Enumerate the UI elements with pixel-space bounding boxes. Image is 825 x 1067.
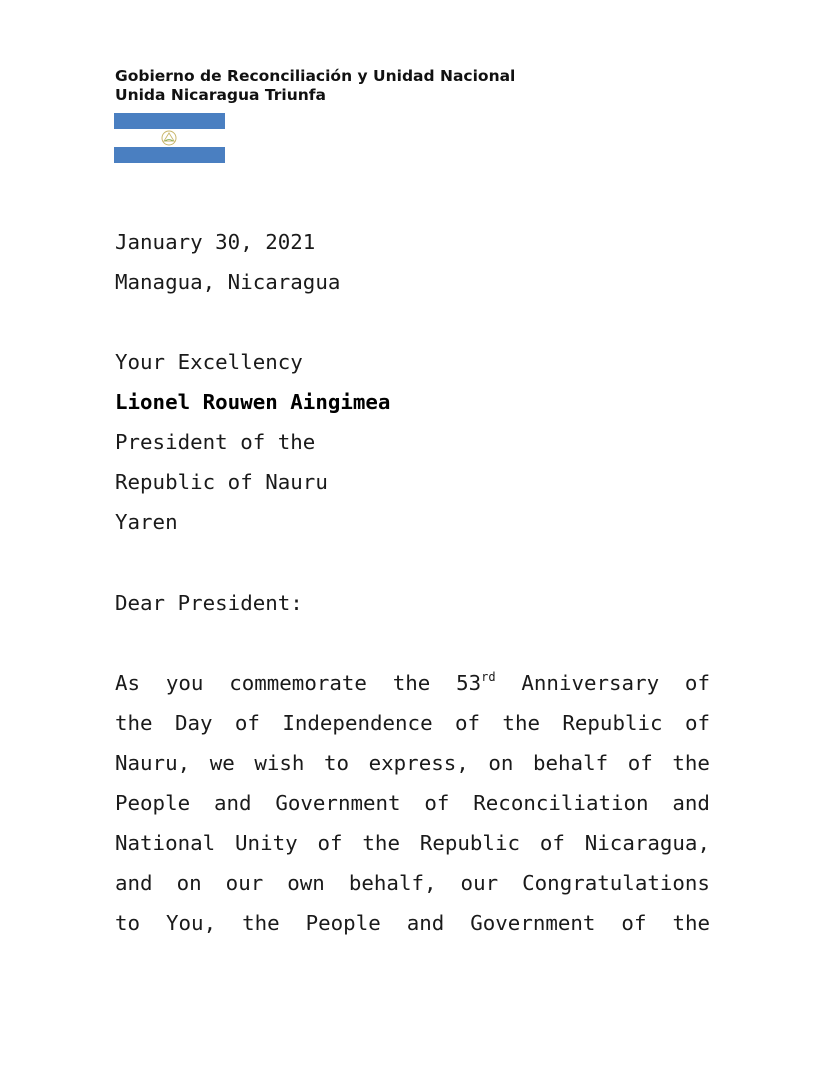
letter-greeting: Dear President:: [115, 591, 303, 615]
paragraph-line: [115, 663, 710, 703]
paragraph-word: As: [115, 671, 141, 695]
paragraph-word: Republic: [419, 831, 520, 855]
paragraph-word: the: [502, 711, 540, 735]
paragraph-word: Day: [174, 711, 213, 735]
paragraph-word: behalf,: [348, 871, 437, 895]
paragraph-word: Nauru,: [115, 751, 191, 775]
paragraph-word: and: [115, 871, 153, 895]
paragraph-word: Republic: [562, 711, 663, 735]
paragraph-word: the: [115, 711, 153, 735]
paragraph-word: Government: [470, 911, 596, 935]
paragraph-word: wish: [254, 751, 305, 775]
paragraph-word: the: [672, 751, 710, 775]
paragraph-word: commemorate: [229, 671, 367, 695]
letter-date: January 30, 2021: [115, 230, 316, 254]
recipient-position-line1: President of the: [115, 430, 316, 454]
paragraph-word: on: [176, 871, 202, 895]
recipient-city: Yaren: [115, 510, 178, 534]
paragraph-word: of: [234, 711, 260, 735]
paragraph-word: of: [684, 671, 710, 695]
paragraph-word: we: [209, 751, 235, 775]
paragraph-word: you: [165, 671, 204, 695]
recipient-salutation-title: Your Excellency: [115, 350, 303, 374]
coat-of-arms-icon: [160, 129, 178, 147]
recipient-block: [115, 342, 711, 542]
paragraph-word: People: [115, 791, 191, 815]
paragraph-word: Congratulations: [522, 871, 710, 895]
paragraph-word: of: [454, 711, 481, 735]
paragraph-word: You,: [166, 911, 217, 935]
paragraph-word: of: [317, 831, 343, 855]
paragraph-word: of: [621, 911, 647, 935]
paragraph-word: and: [406, 911, 445, 935]
paragraph-word: our: [460, 871, 499, 895]
paragraph-word: Government: [275, 791, 401, 815]
paragraph-word: the: [392, 671, 431, 695]
paragraph-line: [115, 703, 710, 743]
paragraph-word: and: [213, 791, 252, 815]
paragraph-word: Independence: [282, 711, 433, 735]
anniversary-number-value: 53: [456, 671, 482, 695]
anniversary-number: [456, 663, 496, 703]
greeting-block: [115, 583, 711, 623]
letterhead-slogan: Unida Nicaragua Triunfa: [115, 86, 327, 104]
paragraph-word: Anniversary: [521, 671, 660, 695]
paragraph-word: the: [362, 831, 400, 855]
paragraph-line: [115, 783, 710, 823]
letter-body-paragraph: [115, 663, 710, 943]
paragraph-word: People: [305, 911, 381, 935]
paragraph-word: on: [488, 751, 514, 775]
nicaragua-flag-icon: [114, 113, 225, 163]
letter-date-block: [115, 222, 711, 302]
paragraph-word: Unity: [235, 831, 298, 855]
flag-top-stripe: [114, 113, 225, 129]
paragraph-line: [115, 903, 710, 943]
letterhead: [115, 67, 515, 105]
paragraph-word: the: [672, 911, 710, 935]
recipient-position-line2: Republic of Nauru: [115, 470, 328, 494]
paragraph-word: and: [672, 791, 710, 815]
paragraph-word: our: [225, 871, 264, 895]
paragraph-line: [115, 863, 710, 903]
paragraph-word: National: [115, 831, 216, 855]
paragraph-word: of: [539, 831, 565, 855]
paragraph-line: [115, 743, 710, 783]
paragraph-word: to: [324, 751, 350, 775]
paragraph-word: express,: [368, 751, 469, 775]
paragraph-word: of: [627, 751, 653, 775]
paragraph-word: Reconciliation: [473, 791, 649, 815]
paragraph-word: Nicaragua,: [584, 831, 710, 855]
paragraph-line: [115, 823, 710, 863]
letter-place: Managua, Nicaragua: [115, 270, 341, 294]
recipient-name: Lionel Rouwen Aingimea: [115, 390, 391, 414]
anniversary-ordinal-suffix: rd: [481, 670, 496, 684]
paragraph-word: the: [242, 911, 280, 935]
paragraph-word: of: [424, 791, 450, 815]
paragraph-word: of: [684, 711, 710, 735]
paragraph-word: to: [115, 911, 141, 935]
paragraph-word: behalf: [533, 751, 609, 775]
paragraph-word: own: [287, 871, 325, 895]
flag-bottom-stripe: [114, 147, 225, 163]
letterhead-government-name: Gobierno de Reconciliación y Unidad Nacional: [115, 67, 516, 85]
